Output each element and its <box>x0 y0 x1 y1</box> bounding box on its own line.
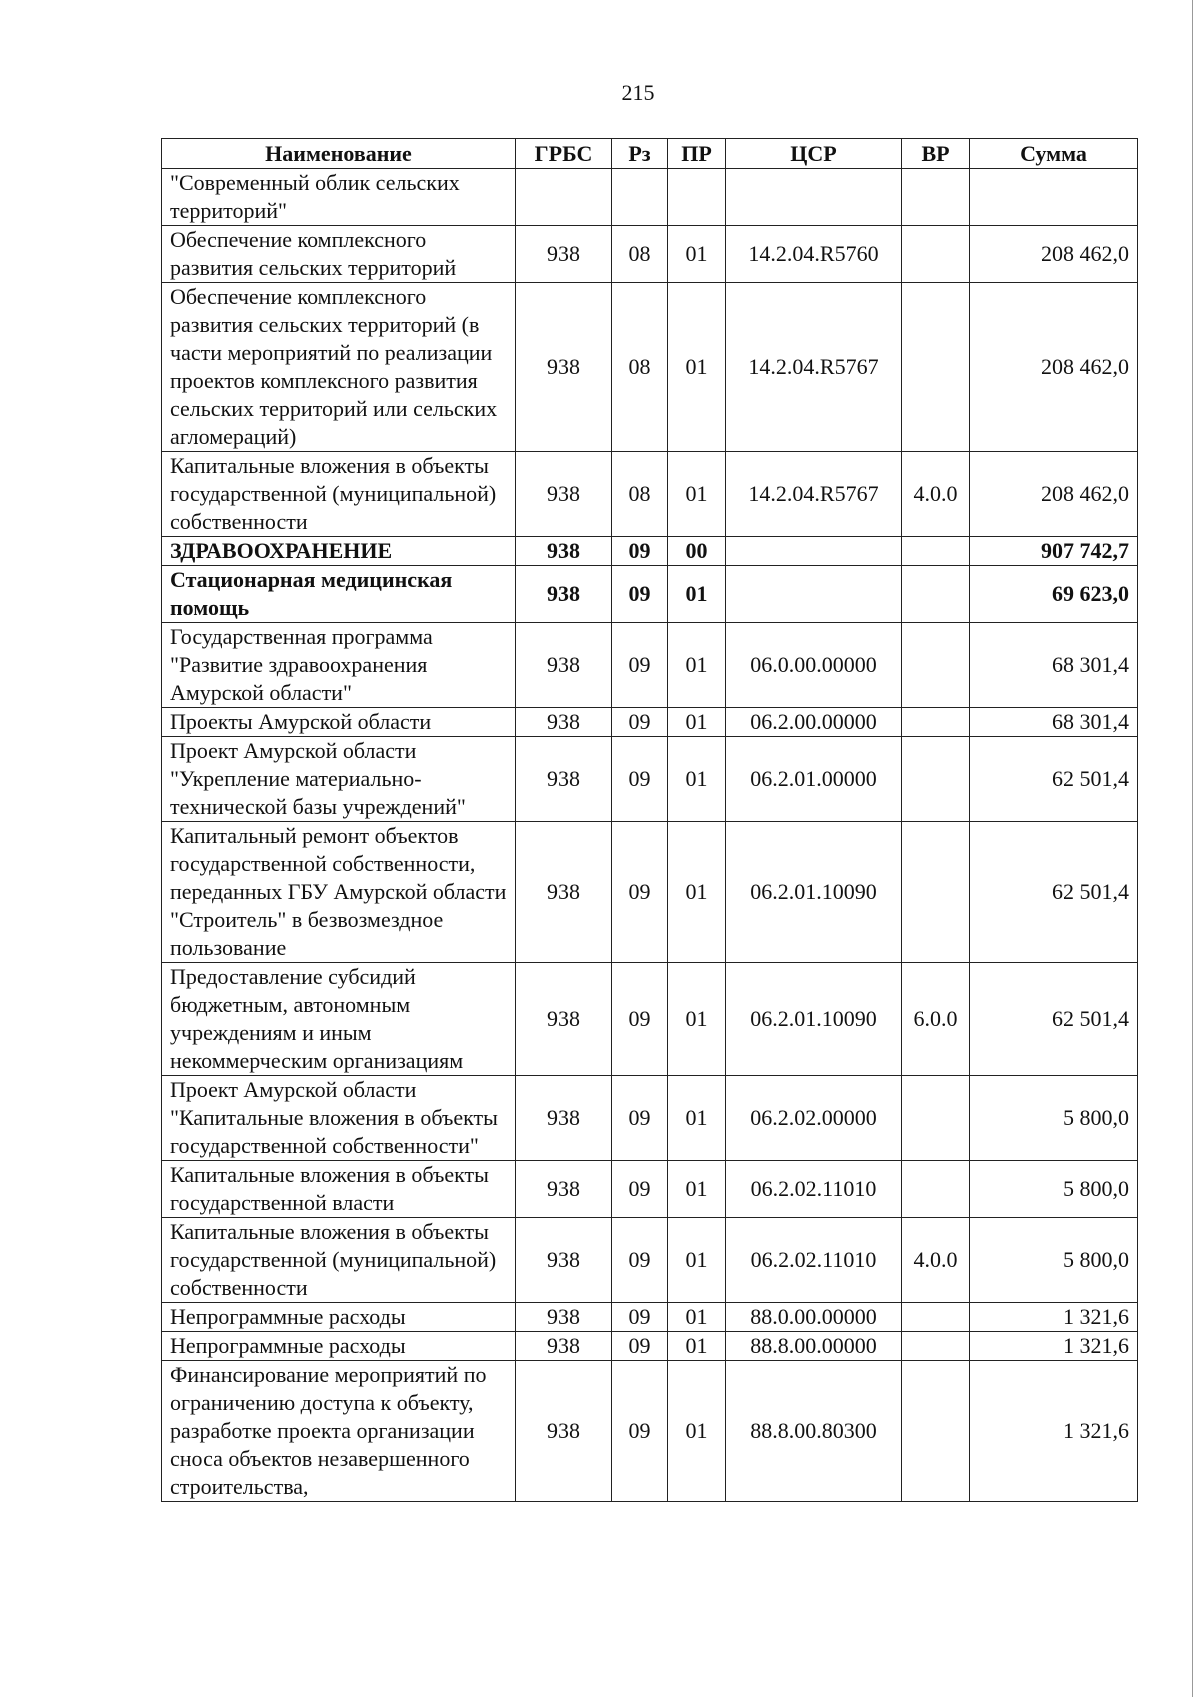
cell-rz: 09 <box>612 1361 668 1502</box>
header-name: Наименование <box>162 139 516 169</box>
cell-sum: 208 462,0 <box>970 226 1138 283</box>
cell-vr <box>902 822 970 963</box>
budget-table <box>161 138 1138 1502</box>
cell-name: "Современный облик сельских территорий" <box>162 169 516 226</box>
cell-sum: 208 462,0 <box>970 283 1138 452</box>
cell-grbs: 938 <box>516 452 612 537</box>
header-csr: ЦСР <box>726 139 902 169</box>
cell-csr: 06.0.00.00000 <box>726 623 902 708</box>
cell-csr: 06.2.00.00000 <box>726 708 902 737</box>
cell-name: Предоставление субсидий бюджетным, автономным учреждениям и иным некоммерческим организациям <box>162 963 516 1076</box>
cell-name: Непрограммные расходы <box>162 1332 516 1361</box>
cell-name: Проект Амурской области "Укрепление материально-технической базы учреждений" <box>162 737 516 822</box>
cell-rz: 09 <box>612 1303 668 1332</box>
cell-csr: 14.2.04.R5767 <box>726 452 902 537</box>
cell-vr <box>902 1076 970 1161</box>
cell-pr: 01 <box>668 283 726 452</box>
table-row <box>162 452 1138 537</box>
cell-sum: 68 301,4 <box>970 708 1138 737</box>
cell-pr: 01 <box>668 452 726 537</box>
cell-name: Государственная программа "Развитие здравоохранения Амурской области" <box>162 623 516 708</box>
header-pr: ПР <box>668 139 726 169</box>
table-row <box>162 283 1138 452</box>
page-edge-line <box>1192 0 1193 1697</box>
cell-sum <box>970 169 1138 226</box>
table-row <box>162 1361 1138 1502</box>
cell-grbs <box>516 169 612 226</box>
cell-sum: 62 501,4 <box>970 963 1138 1076</box>
cell-sum: 5 800,0 <box>970 1218 1138 1303</box>
cell-name: ЗДРАВООХРАНЕНИЕ <box>162 537 516 566</box>
cell-grbs: 938 <box>516 737 612 822</box>
cell-grbs: 938 <box>516 283 612 452</box>
cell-rz: 09 <box>612 822 668 963</box>
header-grbs: ГРБС <box>516 139 612 169</box>
cell-csr: 06.2.01.10090 <box>726 822 902 963</box>
cell-rz: 09 <box>612 1076 668 1161</box>
cell-rz: 09 <box>612 1332 668 1361</box>
cell-grbs: 938 <box>516 226 612 283</box>
cell-pr: 01 <box>668 1218 726 1303</box>
cell-rz: 09 <box>612 1218 668 1303</box>
cell-sum: 62 501,4 <box>970 822 1138 963</box>
table-row <box>162 537 1138 566</box>
cell-name: Капитальные вложения в объекты государственной (муниципальной) собственности <box>162 452 516 537</box>
header-sum: Сумма <box>970 139 1138 169</box>
cell-vr <box>902 1161 970 1218</box>
cell-csr: 06.2.01.10090 <box>726 963 902 1076</box>
table-row <box>162 1218 1138 1303</box>
cell-pr <box>668 169 726 226</box>
cell-csr <box>726 537 902 566</box>
cell-csr: 14.2.04.R5760 <box>726 226 902 283</box>
cell-vr <box>902 283 970 452</box>
cell-vr <box>902 566 970 623</box>
cell-pr: 01 <box>668 226 726 283</box>
cell-name: Обеспечение комплексного развития сельских территорий (в части мероприятий по реализации проектов комплексного развития сельских территорий или сельских агломераций) <box>162 283 516 452</box>
cell-rz: 08 <box>612 283 668 452</box>
header-rz: Рз <box>612 139 668 169</box>
table-row <box>162 169 1138 226</box>
cell-sum: 68 301,4 <box>970 623 1138 708</box>
cell-sum: 62 501,4 <box>970 737 1138 822</box>
cell-csr: 06.2.02.00000 <box>726 1076 902 1161</box>
cell-sum: 208 462,0 <box>970 452 1138 537</box>
cell-name: Стационарная медицинская помощь <box>162 566 516 623</box>
cell-csr: 06.2.01.00000 <box>726 737 902 822</box>
cell-name: Капитальные вложения в объекты государственной (муниципальной) собственности <box>162 1218 516 1303</box>
table-row <box>162 708 1138 737</box>
table-row <box>162 1161 1138 1218</box>
cell-pr: 01 <box>668 623 726 708</box>
cell-rz: 08 <box>612 452 668 537</box>
cell-vr <box>902 623 970 708</box>
cell-grbs: 938 <box>516 963 612 1076</box>
cell-vr: 6.0.0 <box>902 963 970 1076</box>
cell-csr <box>726 169 902 226</box>
cell-vr: 4.0.0 <box>902 452 970 537</box>
cell-pr: 01 <box>668 1303 726 1332</box>
cell-name: Непрограммные расходы <box>162 1303 516 1332</box>
cell-vr <box>902 226 970 283</box>
cell-pr: 01 <box>668 737 726 822</box>
table-row <box>162 1303 1138 1332</box>
cell-csr: 14.2.04.R5767 <box>726 283 902 452</box>
cell-pr: 01 <box>668 822 726 963</box>
cell-pr: 01 <box>668 566 726 623</box>
cell-csr: 88.0.00.00000 <box>726 1303 902 1332</box>
cell-sum: 907 742,7 <box>970 537 1138 566</box>
table-row <box>162 1076 1138 1161</box>
table-row <box>162 822 1138 963</box>
cell-grbs: 938 <box>516 1076 612 1161</box>
cell-sum: 69 623,0 <box>970 566 1138 623</box>
cell-grbs: 938 <box>516 1332 612 1361</box>
cell-rz <box>612 169 668 226</box>
cell-grbs: 938 <box>516 537 612 566</box>
cell-rz: 09 <box>612 537 668 566</box>
cell-pr: 01 <box>668 1161 726 1218</box>
cell-csr: 88.8.00.80300 <box>726 1361 902 1502</box>
table-header-row <box>162 139 1138 169</box>
cell-csr <box>726 566 902 623</box>
cell-name: Капитальный ремонт объектов государственной собственности, переданных ГБУ Амурской области "Строитель" в безвозмездное пользование <box>162 822 516 963</box>
page-number: 215 <box>621 80 655 105</box>
table-row <box>162 623 1138 708</box>
cell-pr: 01 <box>668 963 726 1076</box>
cell-grbs: 938 <box>516 623 612 708</box>
cell-grbs: 938 <box>516 1361 612 1502</box>
cell-pr: 01 <box>668 1332 726 1361</box>
cell-name: Финансирование мероприятий по ограничению доступа к объекту, разработке проекта организации сноса объектов незавершенного строительства, <box>162 1361 516 1502</box>
cell-name: Проект Амурской области "Капитальные вложения в объекты государственной собственности" <box>162 1076 516 1161</box>
cell-grbs: 938 <box>516 1218 612 1303</box>
cell-rz: 08 <box>612 226 668 283</box>
table-row <box>162 566 1138 623</box>
cell-vr <box>902 737 970 822</box>
cell-rz: 09 <box>612 623 668 708</box>
cell-csr: 88.8.00.00000 <box>726 1332 902 1361</box>
cell-sum: 1 321,6 <box>970 1303 1138 1332</box>
table-row <box>162 963 1138 1076</box>
cell-sum: 5 800,0 <box>970 1161 1138 1218</box>
cell-sum: 1 321,6 <box>970 1361 1138 1502</box>
cell-vr <box>902 708 970 737</box>
cell-vr <box>902 1303 970 1332</box>
table-row <box>162 226 1138 283</box>
header-vr: ВР <box>902 139 970 169</box>
cell-pr: 00 <box>668 537 726 566</box>
cell-vr <box>902 169 970 226</box>
cell-rz: 09 <box>612 1161 668 1218</box>
cell-grbs: 938 <box>516 1161 612 1218</box>
cell-rz: 09 <box>612 708 668 737</box>
cell-grbs: 938 <box>516 708 612 737</box>
cell-grbs: 938 <box>516 822 612 963</box>
cell-sum: 1 321,6 <box>970 1332 1138 1361</box>
cell-name: Капитальные вложения в объекты государственной власти <box>162 1161 516 1218</box>
cell-vr <box>902 1332 970 1361</box>
cell-vr <box>902 1361 970 1502</box>
cell-name: Обеспечение комплексного развития сельских территорий <box>162 226 516 283</box>
table-row <box>162 737 1138 822</box>
cell-pr: 01 <box>668 1361 726 1502</box>
cell-rz: 09 <box>612 737 668 822</box>
table-row <box>162 1332 1138 1361</box>
cell-pr: 01 <box>668 708 726 737</box>
cell-vr: 4.0.0 <box>902 1218 970 1303</box>
cell-csr: 06.2.02.11010 <box>726 1218 902 1303</box>
cell-grbs: 938 <box>516 1303 612 1332</box>
cell-csr: 06.2.02.11010 <box>726 1161 902 1218</box>
cell-sum: 5 800,0 <box>970 1076 1138 1161</box>
cell-rz: 09 <box>612 566 668 623</box>
cell-rz: 09 <box>612 963 668 1076</box>
cell-grbs: 938 <box>516 566 612 623</box>
cell-name: Проекты Амурской области <box>162 708 516 737</box>
cell-pr: 01 <box>668 1076 726 1161</box>
cell-vr <box>902 537 970 566</box>
